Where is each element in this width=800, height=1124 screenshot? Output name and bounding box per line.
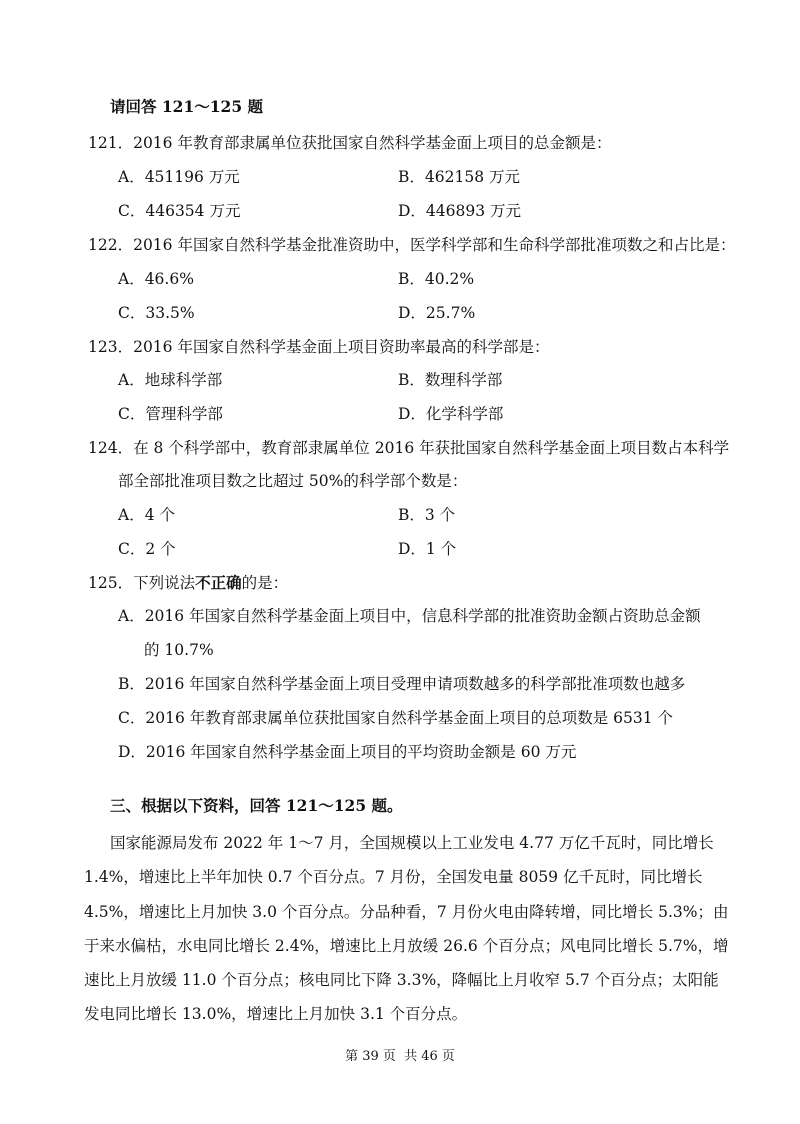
question-122-option-d: D．25.7% <box>398 304 476 322</box>
question-122-option-a: A．46.6% <box>118 270 194 288</box>
page-total: 共 46 页 <box>404 1049 455 1064</box>
question-124-stem-line1: 124．在 8 个科学部中，教育部隶属单位 2016 年获批国家自然科学基金面上项目数占本科学 <box>88 439 730 457</box>
page-number: 第 39 页 <box>345 1049 396 1064</box>
question-125-stem <box>88 572 288 594</box>
question-123-option-c: C．管理科学部 <box>118 405 223 423</box>
question-122-option-c: C．33.5% <box>118 304 195 322</box>
question-124-option-b: B．3 个 <box>398 506 456 524</box>
question-125-stem-suffix: 的是： <box>241 574 289 592</box>
question-124-option-d: D．1 个 <box>398 540 457 558</box>
paragraph-line-5: 速比上月放缓 11.0 个百分点；核电同比下降 3.3%，降幅比上月收窄 5.7 个百分点；太阳能 <box>84 971 719 989</box>
question-121-stem: 121．2016 年教育部隶属单位获批国家自然科学基金面上项目的总金额是： <box>88 134 612 152</box>
question-123-option-d: D．化学科学部 <box>398 405 504 423</box>
question-123-option-b: B．数理科学部 <box>398 371 503 389</box>
question-125-option-b: B．2016 年国家自然科学基金面上项目受理申请项数越多的科学部批准项数也越多 <box>118 675 686 693</box>
question-124-stem-line2: 部全部批准项目数之比超过 50%的科学部个数是： <box>118 472 468 490</box>
section-3-heading: 三、根据以下资料，回答 121～125 题。 <box>110 796 403 815</box>
section-heading: 请回答 121～125 题 <box>110 97 264 116</box>
page-footer <box>0 1048 800 1066</box>
question-122-stem: 122．2016 年国家自然科学基金批准资助中，医学科学部和生命科学部批准项数之和占比是： <box>88 236 736 254</box>
question-121-option-c: C．446354 万元 <box>118 202 241 220</box>
question-122-option-b: B．40.2% <box>398 270 475 288</box>
question-121-option-b: B．462158 万元 <box>398 168 520 186</box>
paragraph-line-1: 国家能源局发布 2022 年 1～7 月，全国规模以上工业发电 4.77 万亿千瓦时，同比增长 <box>110 834 714 852</box>
paragraph-line-4: 于来水偏枯，水电同比增长 2.4%，增速比上月放缓 26.6 个百分点；风电同比增长 5.7%，增 <box>84 937 729 955</box>
question-125-option-d: D．2016 年国家自然科学基金面上项目的平均资助金额是 60 万元 <box>118 743 577 761</box>
question-124-option-a: A．4 个 <box>118 506 175 524</box>
question-125-option-c: C．2016 年教育部隶属单位获批国家自然科学基金面上项目的总项数是 6531 个 <box>118 709 674 727</box>
question-125-option-a-line1: A．2016 年国家自然科学基金面上项目中，信息科学部的批准资助金额占资助总金额 <box>118 607 701 625</box>
question-124-option-c: C．2 个 <box>118 540 176 558</box>
question-121-option-d: D．446893 万元 <box>398 202 522 220</box>
paragraph-line-3: 4.5%，增速比上月加快 3.0 个百分点。分品种看，7 月份火电由降转增，同比增长 5.3%；由 <box>84 903 729 921</box>
question-123-stem: 123．2016 年国家自然科学基金面上项目资助率最高的科学部是： <box>88 338 550 356</box>
question-125-stem-prefix: 125．下列说法 <box>88 574 196 592</box>
question-125-stem-emphasis: 不正确 <box>195 573 242 592</box>
question-125-option-a-line2: 的 10.7% <box>144 641 214 659</box>
paragraph-line-2: 1.4%，增速比上半年加快 0.7 个百分点。7 月份，全国发电量 8059 亿千瓦时，同比增长 <box>84 868 703 886</box>
paragraph-line-6: 发电同比增长 13.0%，增速比上月加快 3.1 个百分点。 <box>84 1005 468 1023</box>
question-123-option-a: A．地球科学部 <box>118 371 223 389</box>
question-121-option-a: A．451196 万元 <box>118 168 240 186</box>
